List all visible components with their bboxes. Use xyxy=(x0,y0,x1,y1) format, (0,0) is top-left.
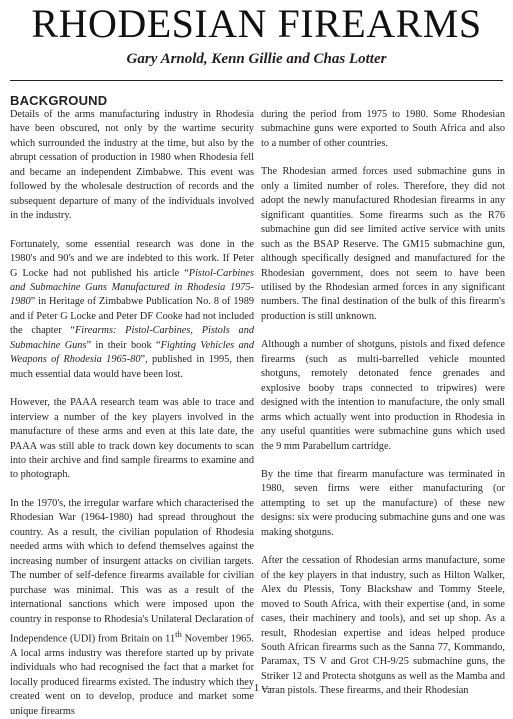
paragraph-text: Fortunately, some essential research was done in the 1980's and 90's and we are indebted to this work. If Peter G Locke had not published his article “ xyxy=(10,238,254,279)
book-title: Fighting Vehicles and Weapons of Rhodesia 1965-80 xyxy=(10,339,254,366)
paragraph: After the cessation of Rhodesian arms manufacture, some of the key players in that industry, such as Hilton Walker, Alex du Plessis, Tony Blackshaw and Tommy Steele, moved to South Africa, with their expertise (and, in some cases, their machinery and tools), and set up shop. As a result, Rhodesian expertise and ideas helped produce South African firearms such as the Sanna 77, Kommando, Paramax, TS V and Grot CH-9/25 submachine guns, the Striker 12 and Protecta shotguns as well as the Mamba and Varan pistols. These firearms, and their Rhodesian xyxy=(261,555,505,697)
left-column xyxy=(10,94,254,719)
paragraph-text: November 1965. A local arms industry was therefore started up by private individuals who had recognised the fact that a market for locally produced firearms existed. The industry which they created went on to develop, produce and market some unique firearms xyxy=(10,633,255,717)
paragraph-text: ” in Heritage of Zimbabwe Publication No. 8 of 1989 and if Peter G Locke and Peter DF Cooke had not included the chapter “ xyxy=(10,296,254,337)
paragraph: Details of the arms manufacturing industry in Rhodesia have been obscured, not only by the wartime security which surrounded the industry at the time, but also by the abrupt cessation of production in 1980 when Rhodesia fell and became an independent Zimbabwe. This event was followed by the wholesale destruction of records and the subsequent departure of many of the individuals involved in the industry. xyxy=(10,109,254,222)
right-column xyxy=(261,108,505,699)
paragraph: However, the PAAA research team was able to trace and interview a number of the key players involved in the manufacture of these arms and even at this late date, the PAAA was still able to track down key documents to scan into their archive and find sample firearms to examine and to photograph. xyxy=(10,397,254,481)
ordinal-suffix: th xyxy=(175,628,182,639)
article-title: Pistol-Carbines and Submachine Guns Manufactured in Rhodesia 1975-1980 xyxy=(10,267,254,308)
section-heading: BACKGROUND xyxy=(10,93,108,108)
document-title: RHODESIAN FIREARMS xyxy=(31,1,482,46)
paragraph-text: In the 1970's, the irregular warfare which characterised the Rhodesian War (1964-1980) had spread throughout the country. As a result, the civilian population of Rhodesia needed arms with which to defend themselves against the increasing number of insurgent attacks on civilian targets. The number of self-defence firearms available for civilian purchase was minimal. This was as a result of the international sanctions which were imposed upon the country in response to Rhodesia's Unilateral Declaration of Independence (UDI) from Britain on 11 xyxy=(10,497,254,645)
paragraph-text: ”, published in 1995, then much essential data would have been lost. xyxy=(10,354,254,380)
authors-line: Gary Arnold, Kenn Gillie and Chas Lotter xyxy=(126,51,387,67)
paragraph-text: ” in their book “ xyxy=(86,339,161,351)
paragraph: The Rhodesian armed forces used submachine guns in only a limited number of roles. Therefore, they did not adopt the newly manufactured Rhodesian firearms in any significant quantities. Some firearms such as the R76 submachine gun did see limited active service with units such as the BSAP Reserve. The GM15 submachine gun, although specifically designed and manufactured for the Rhodesian government, does not seem to have been utilised by the Rhodesian armed forces in any significant numbers. The final destination of the bulk of this firearm's production is still unknown. xyxy=(261,166,505,322)
paragraph: Although a number of shotguns, pistols and fixed defence firearms (such as multi-barrelled vehicle mounted shotguns, remotely detonated fence grenades and explosive booby traps connected to tripwires) were designed with the intention to manufacture, the only small arms which actually went into production in Rhodesia in any useful quantities were submachine guns which used the 9 mm Parabellum cartridge. xyxy=(261,339,505,452)
title-divider xyxy=(10,80,503,81)
chapter-title: Firearms: Pistol-Carbines, Pistols and Submachine Guns xyxy=(10,325,254,351)
paragraph: By the time that firearm manufacture was terminated in 1980, seven firms were either manufacturing (or attempting to set up the manufacture) of these new designs: six were producing submachine guns and one was making shotguns. xyxy=(261,468,505,538)
paragraph xyxy=(10,238,254,383)
paragraph: during the period from 1975 to 1980. Some Rhodesian submachine guns were exported to South Africa and also to a number of other countries. xyxy=(261,109,505,149)
page-number: — 1 — xyxy=(240,682,273,694)
